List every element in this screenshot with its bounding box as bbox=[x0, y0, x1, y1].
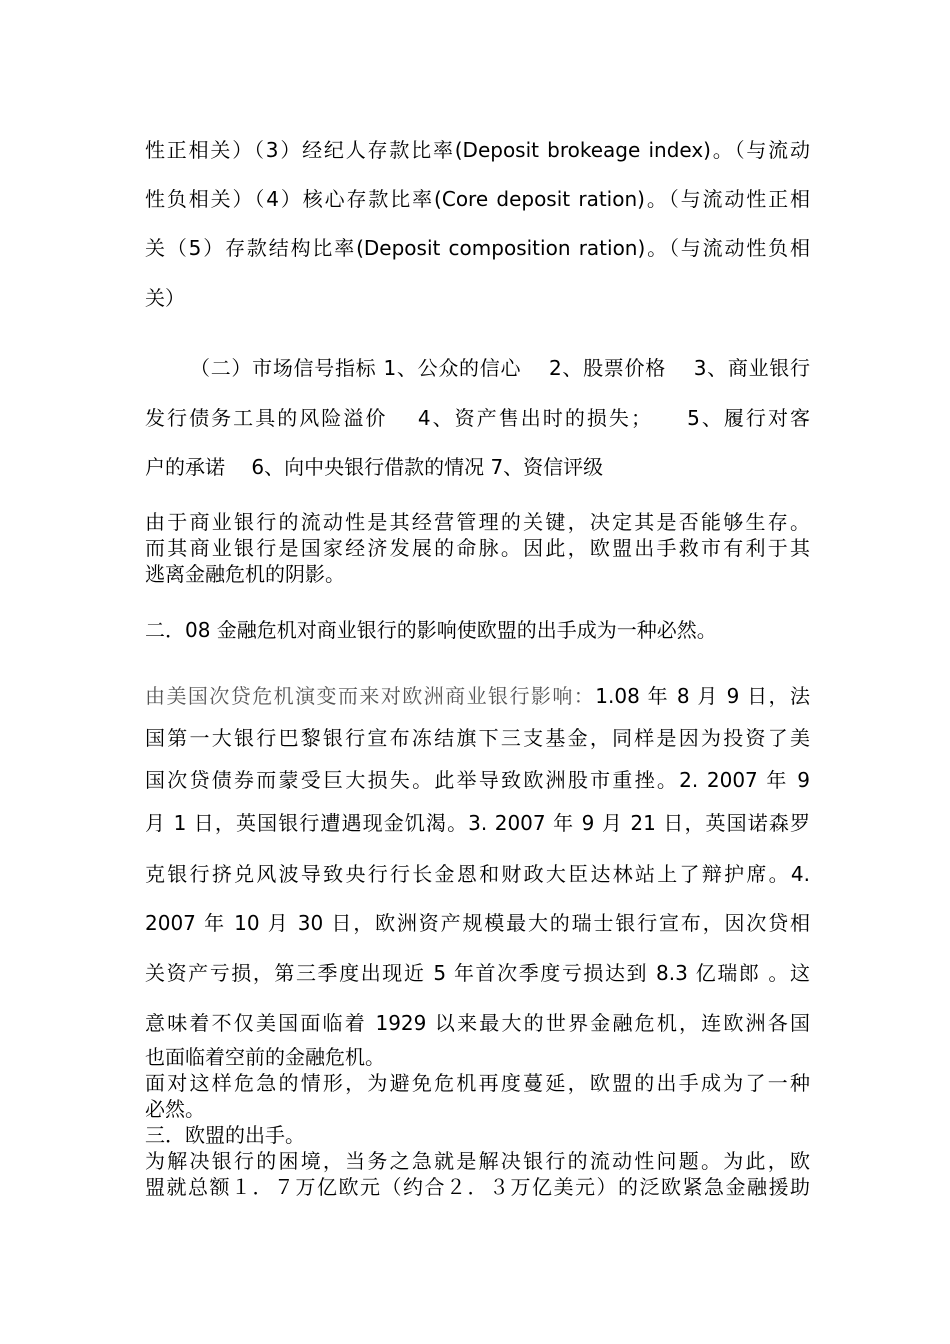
paragraph-line: 为解决银行的困境，当务之急就是解决银行的流动性问题。为此，欧 bbox=[145, 1149, 810, 1173]
paragraph-line: 关（5）存款结构比率(Deposit composition ration)。（与流动性负相 bbox=[145, 236, 810, 260]
paragraph-line: 必然。 bbox=[145, 1097, 205, 1121]
paragraph-line: 2007 年 10 月 30 日，欧洲资产规模最大的瑞士银行宣布，因次贷相 bbox=[145, 911, 810, 935]
paragraph-line: 盟就总额１．７万亿欧元（约合２．３万亿美元）的泛欧紧急金融援助 bbox=[145, 1175, 810, 1199]
paragraph-line: 国次贷债券而蒙受巨大损失。此举导致欧洲股市重挫。2. 2007 年 9 bbox=[145, 768, 810, 792]
paragraph-line: 关） bbox=[145, 286, 185, 310]
paragraph-line: 由于商业银行的流动性是其经营管理的关键，决定其是否能够生存。 bbox=[145, 510, 810, 534]
section-heading: 二．08 金融危机对商业银行的影响使欧盟的出手成为一种必然。 bbox=[145, 618, 717, 642]
paragraph-line: 意味着不仅美国面临着 1929 以来最大的世界金融危机，连欧洲各国 bbox=[145, 1011, 810, 1035]
paragraph-text: 1.08 年 8 月 9 日，法 bbox=[595, 684, 810, 708]
section-heading: 三．欧盟的出手。 bbox=[145, 1123, 305, 1147]
paragraph-line: 逃离金融危机的阴影。 bbox=[145, 562, 345, 586]
paragraph-line: 关资产亏损，第三季度出现近 5 年首次季度亏损达到 8.3 亿瑞郎 。这 bbox=[145, 961, 810, 985]
paragraph-line: 发行债务工具的风险溢价 4、资产售出时的损失； 5、履行对客 bbox=[145, 406, 810, 430]
paragraph-line: 克银行挤兑风波导致央行行长金恩和财政大臣达林站上了辩护席。4. bbox=[145, 862, 810, 886]
paragraph-line: 面对这样危急的情形，为避免危机再度蔓延，欧盟的出手成为了一种 bbox=[145, 1071, 810, 1095]
paragraph-line: 户的承诺 6、向中央银行借款的情况 7、资信评级 bbox=[145, 455, 604, 479]
paragraph-line: （二）市场信号指标 1、公众的信心 2、股票价格 3、商业银行 bbox=[190, 356, 810, 380]
paragraph-line: 性负相关）（4）核心存款比率(Core deposit ration)。（与流动性正相 bbox=[145, 187, 810, 211]
paragraph-line bbox=[145, 682, 810, 710]
paragraph-line: 性正相关）（3）经纪人存款比率(Deposit brokeage index)。（与流动 bbox=[145, 138, 810, 162]
paragraph-line: 月 1 日，英国银行遭遇现金饥渴。3. 2007 年 9 月 21 日，英国诺森罗 bbox=[145, 811, 810, 835]
paragraph-prefix: 由美国次贷危机演变而来对欧洲商业银行影响： bbox=[145, 684, 596, 708]
paragraph-line: 国第一大银行巴黎银行宣布冻结旗下三支基金，同样是因为投资了美 bbox=[145, 726, 810, 750]
paragraph-line: 也面临着空前的金融危机。 bbox=[145, 1045, 385, 1069]
paragraph-line: 而其商业银行是国家经济发展的命脉。因此，欧盟出手救市有利于其 bbox=[145, 536, 810, 560]
